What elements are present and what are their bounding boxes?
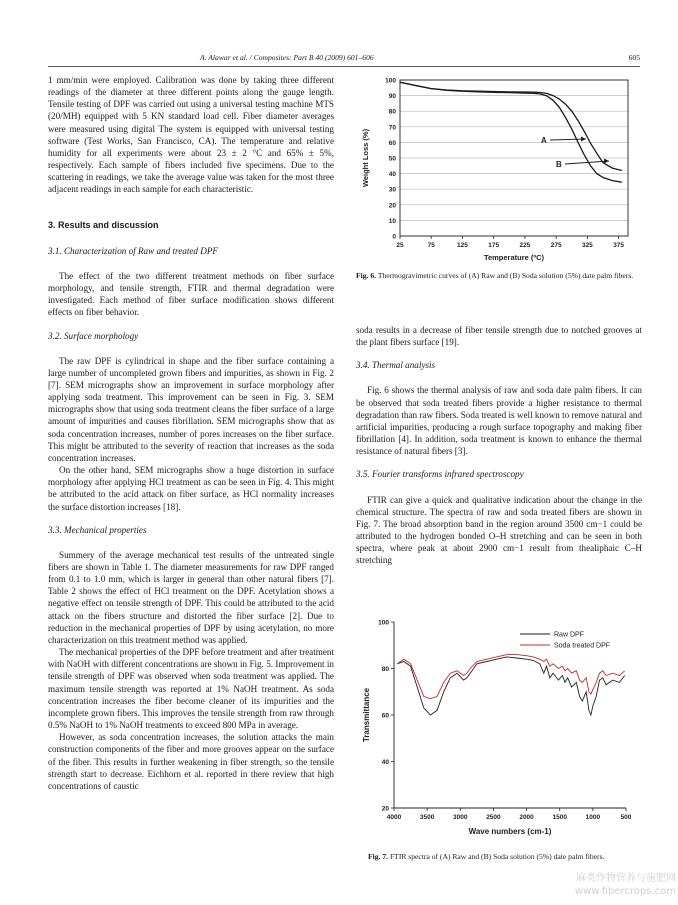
y-axis-label: Transmittance: [362, 687, 371, 743]
subsection-heading-3-1: 3.1. Characterization of Raw and treated DPF: [48, 245, 218, 256]
x-tick-label: 3000: [453, 814, 468, 821]
figure-6-label: Fig. 6.: [356, 271, 377, 280]
left-column: [48, 74, 334, 792]
watermark-line-2: www.fibercrops.com: [574, 886, 676, 897]
x-tick-label: 275: [550, 242, 562, 249]
y-tick-label: 80: [388, 108, 396, 116]
paragraph-3-3c: However, as soda concentration increases, the solution attacks the main construction components of the fiber and more grooves appear on the surface of the fiber. This results in further weakening in fiber strength, so the tensile strength start to decrease. Eichhorn et al. reported in there review that high concentrations of caustic: [48, 732, 334, 791]
subsection-heading-3-3: 3.3. Mechanical properties: [48, 524, 147, 535]
y-tick-label: 90: [388, 93, 396, 101]
paragraph-3-3a: Summery of the average mechanical test results of the untreated single fibers are shown in Table 1. The diameter measurements for raw DPF ranged from 0.1 to 1.0 mm, which is larger in general than other natural fibers [7]. Table 2 shows the effect of HCl treatment on the DPF. Acetylation shows a negative effect on tensile strength of DPF. This could be attributed to the acid attack on the fibers structure and distorted the fiber surface [2]. Due to reduction in the mechanical properties of DPF by using acetylation, no more characterization on this treatment method was applied.: [48, 549, 334, 645]
x-axis-label: Temperature (ºC): [483, 253, 545, 262]
y-tick-label: 30: [388, 186, 396, 194]
paragraph-3-5: FTIR can give a quick and qualitative indication about the change in the chemical structure. The spectra of raw and soda treated fibers are shown in Fig. 7. The broad absorption band in the region around 3500 cm−1 could be attributed to the hydrogen bonded O–H stretching and can be seen in both spectra, where peak at about 2900 cm−1 result from thealiphaic C–H stretching: [356, 494, 642, 566]
x-tick-label: 500: [620, 814, 632, 821]
figure-7-caption: [368, 852, 640, 862]
paragraph-continued: soda results in a decrease of fiber tensile strength due to notched grooves at the plant fibers surface [19].: [356, 325, 642, 348]
figure-6-caption-text: Thermogravimetric curves of (A) Raw and (B) Soda solution (5%) date palm fibers.: [377, 271, 634, 280]
x-tick-label: 125: [457, 242, 468, 249]
figure-7-caption-text: FTIR spectra of (A) Raw and (B) Soda solution (5%) date palm fibers.: [389, 852, 605, 861]
y-axis-label: Weight Loss (%): [361, 128, 370, 188]
right-column-text: [356, 324, 642, 567]
y-tick-label: 70: [388, 124, 396, 132]
watermark: [556, 872, 676, 898]
x-tick-label: 1000: [585, 814, 601, 821]
paragraph-3-4: Fig. 6 shows the thermal analysis of raw and soda date palm fibers. It can be observed that soda treated fibers provide a higher resistance to thermal degradation than raw fibers. Soda treated is well known to remove natural and artificial impurities, producing a rough surface topography and making fiber fibrillation [4]. In addition, soda treatment is known to enhance the thermal resistance of natural fibers [3].: [356, 385, 642, 457]
figure-6: [356, 72, 642, 268]
y-tick-label: 40: [388, 171, 396, 179]
y-tick-label: 50: [388, 155, 396, 163]
paragraph-3-2a: The raw DPF is cylindrical in shape and the fiber surface containing a large number of uncompleted grown fibers and impurities, as shown in Fig. 2 [7]. SEM micrographs show an improvement in surface morphology after applying soda treatment. This improvement can be seen in Fig. 3. SEM micrographs show that using soda treatment cleans the fiber surface of a large amount of impurities and causes fibrillation. SEM micrographs show that as soda concentration increases, number of pores increases on the fiber surface. This might be attributed to the severity of reaction that increases as the soda concentration increases.: [48, 355, 334, 463]
figure-7-label: Fig. 7.: [368, 852, 389, 861]
y-tick-label: 80: [381, 666, 389, 673]
annotation-B: B: [556, 160, 562, 169]
subsection-heading-3-5: 3.5. Fourier transforms infrared spectroscopy: [356, 469, 524, 480]
x-tick-label: 75: [427, 242, 435, 249]
running-header: [0, 53, 678, 65]
paragraph-methods-end: 1 mm/min were employed. Calibration was done by taking three different readings of the diameter at three different points along the gauge length. Tensile testing of DPF was carried out using a universal testing machine MTS (20/MH) equipped with 5 KN standard load cell. Fiber diameter averages were measured using digital The system is equipped with universal testing software (Test Works, San Francisco, CA). The temperature and relative humidity for all experiments were about 23 ± 2 °C and 65% ± 5%, respectively. Each sample of fibers included five specimens. Due to the scattering in readings, we take the average value was taken for the most three adjacent readings in each sample for each characteristic.: [48, 75, 334, 195]
y-tick-label: 40: [381, 759, 389, 766]
legend-label: Raw DPF: [554, 631, 584, 639]
x-tick-label: 375: [613, 242, 625, 249]
annotation-A: A: [541, 136, 547, 145]
journal-citation: A. Alawar et al. / Composites: Part B 40 (2009) 601–606: [200, 53, 374, 62]
tga-chart: [356, 72, 642, 268]
annotation-arrow: [550, 139, 586, 140]
watermark-line-1: 麻类作物营养与施肥网: [576, 873, 676, 884]
annotation-arrowhead: [604, 159, 609, 164]
section-heading: 3. Results and discussion: [48, 219, 159, 230]
subsection-heading-3-4: 3.4. Thermal analysis: [356, 360, 436, 371]
x-tick-label: 3500: [419, 814, 435, 821]
legend-label: Soda treated DPF: [554, 642, 611, 650]
paragraph-3-1: The effect of the two different treatment methods on fiber surface morphology, and tensile strength, FTIR and thermal degradation were investigated. Each method of fiber surface modification shows different effects on fiber behavior.: [48, 270, 334, 318]
y-tick-label: 60: [381, 712, 389, 720]
x-tick-label: 1500: [552, 814, 567, 821]
y-tick-label: 100: [378, 619, 389, 627]
x-axis-label: Wave numbers (cm-1): [468, 827, 552, 836]
subsection-heading-3-2: 3.2. Surface morphology: [48, 330, 139, 341]
x-tick-label: 325: [581, 242, 593, 249]
x-tick-label: 2500: [486, 814, 501, 821]
ftir-chart: [360, 612, 640, 844]
y-tick-label: 10: [388, 217, 396, 225]
figure-7: [360, 612, 640, 844]
y-tick-label: 20: [388, 202, 396, 210]
header-rule: [48, 66, 640, 67]
y-tick-label: 100: [385, 77, 396, 85]
y-tick-label: 0: [392, 233, 396, 241]
page-number: 605: [628, 53, 640, 62]
y-tick-label: 20: [381, 805, 389, 813]
series-line-raw-dpf: [397, 657, 624, 715]
x-tick-label: 2000: [519, 814, 534, 821]
x-tick-label: 175: [488, 242, 500, 249]
x-tick-label: 25: [396, 242, 404, 249]
series-line-soda-treated-dpf: [397, 655, 624, 699]
x-tick-label: 4000: [386, 814, 402, 821]
annotation-arrowhead: [581, 137, 586, 142]
paragraph-3-3b: The mechanical properties of the DPF before treatment and after treatment with NaOH with different concentrations are shown in Fig. 5. Improvement in tensile strength of DPF was observed when soda treatment was applied. The maximum tensile strength was reported at 1% NaOH treatment. As soda concentration increases the fiber become cleaner of its impurities and the incomplete grown fibers. This improves the tensile strength from raw through 0.5% NaOH to 1% NaOH treatments to exceed 800 MPa in average.: [48, 647, 334, 731]
figure-6-caption: [356, 271, 642, 281]
series-line-A: [400, 82, 622, 182]
paragraph-3-2b: On the other hand, SEM micrographs show a huge distortion in surface morphology after applying HCl treatment as can be seen in Fig. 4. This might be attributed to the acid attack on fiber surface, as HCl normality increases the surface distortion increases [18].: [48, 465, 334, 512]
y-tick-label: 60: [388, 139, 396, 147]
x-tick-label: 225: [519, 242, 531, 249]
